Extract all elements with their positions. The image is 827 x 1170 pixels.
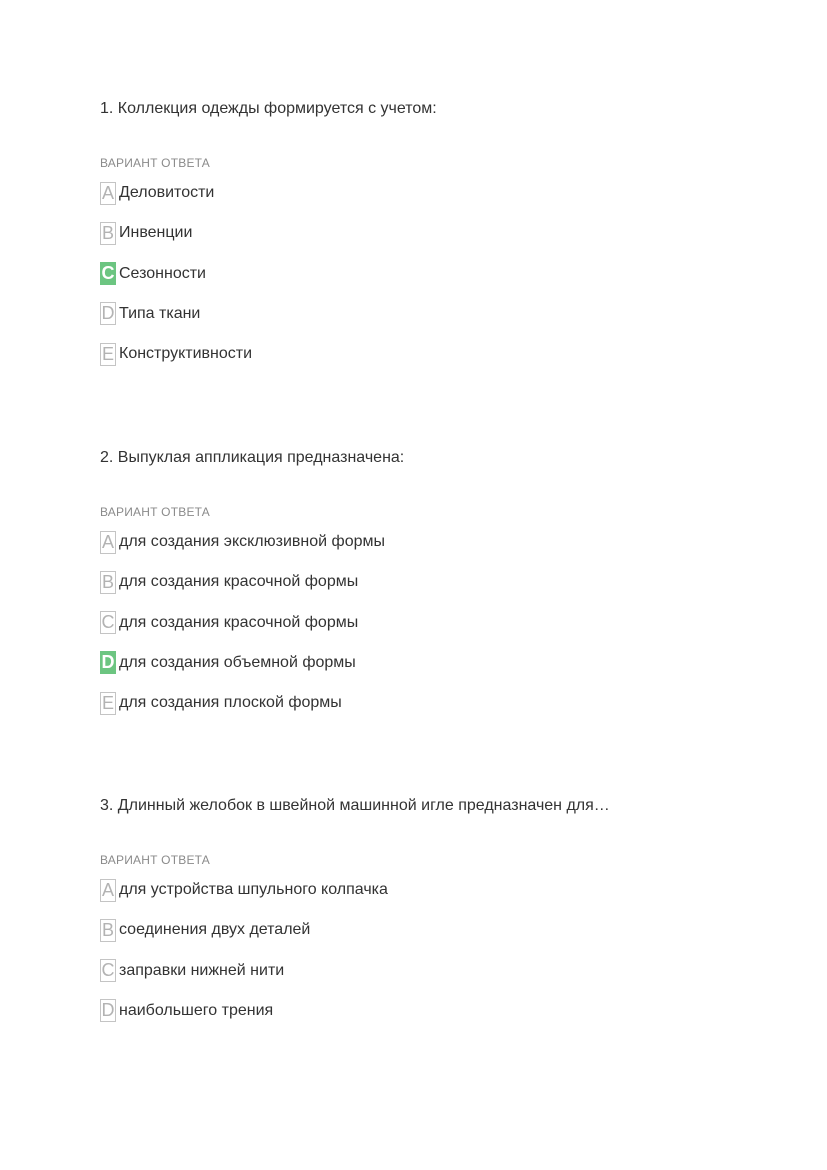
option-a[interactable] xyxy=(100,878,790,902)
option-text: Типа ткани xyxy=(119,304,201,322)
options-list xyxy=(100,530,790,715)
question-3 xyxy=(100,796,790,1039)
option-text: Сезонности xyxy=(119,264,206,282)
option-letter: A xyxy=(101,879,114,900)
option-letter: B xyxy=(101,222,114,243)
question-title: 2. Выпуклая аппликация предназначена: xyxy=(100,449,405,466)
option-d[interactable] xyxy=(100,651,790,675)
options-list xyxy=(100,878,790,1023)
variant-label: ВАРИАНТ ОТВЕТА xyxy=(100,156,210,170)
option-letter: B xyxy=(101,919,114,940)
option-text: Конструктивности xyxy=(119,345,253,363)
option-letter-correct: D xyxy=(101,652,115,673)
question-1 xyxy=(100,99,790,382)
option-text: для создания объемной формы xyxy=(119,653,356,671)
option-letter: B xyxy=(101,571,114,592)
option-letter-correct: C xyxy=(101,263,115,284)
variant-label: ВАРИАНТ ОТВЕТА xyxy=(100,853,210,867)
option-d[interactable] xyxy=(100,302,790,326)
option-text: соединения двух деталей xyxy=(119,921,311,939)
option-text: Деловитости xyxy=(119,184,215,201)
option-a[interactable] xyxy=(100,181,790,205)
option-b[interactable] xyxy=(100,221,790,245)
option-letter: A xyxy=(101,531,114,552)
question-2 xyxy=(100,448,790,731)
option-text: для создания эксклюзивной формы xyxy=(119,533,385,550)
option-c[interactable] xyxy=(100,262,790,286)
option-text: для создания красочной формы xyxy=(119,613,359,631)
option-letter: E xyxy=(101,692,114,713)
option-text: для устройства шпульного колпачка xyxy=(119,881,388,898)
option-b[interactable] xyxy=(100,570,790,594)
option-e[interactable] xyxy=(100,691,790,715)
option-text: наибольшего трения xyxy=(119,1001,274,1019)
option-c[interactable] xyxy=(100,959,790,983)
option-letter: E xyxy=(101,343,114,364)
option-e[interactable] xyxy=(100,342,790,366)
variant-label: ВАРИАНТ ОТВЕТА xyxy=(100,505,210,519)
option-b[interactable] xyxy=(100,918,790,942)
option-letter: D xyxy=(101,303,115,324)
option-text: Инвенции xyxy=(119,224,193,242)
question-title: 1. Коллекция одежды формируется с учетом: xyxy=(100,100,437,117)
option-text: заправки нижней нити xyxy=(119,961,285,979)
option-c[interactable] xyxy=(100,611,790,635)
option-letter: A xyxy=(101,182,114,203)
option-letter: C xyxy=(101,612,115,633)
options-list xyxy=(100,181,790,366)
option-d[interactable] xyxy=(100,999,790,1023)
question-title: 3. Длинный желобок в швейной машинной игле предназначен для… xyxy=(100,797,610,814)
option-letter: C xyxy=(101,960,115,981)
option-a[interactable] xyxy=(100,530,790,554)
option-text: для создания красочной формы xyxy=(119,573,359,591)
option-text: для создания плоской формы xyxy=(119,694,342,712)
option-letter: D xyxy=(101,1000,115,1021)
